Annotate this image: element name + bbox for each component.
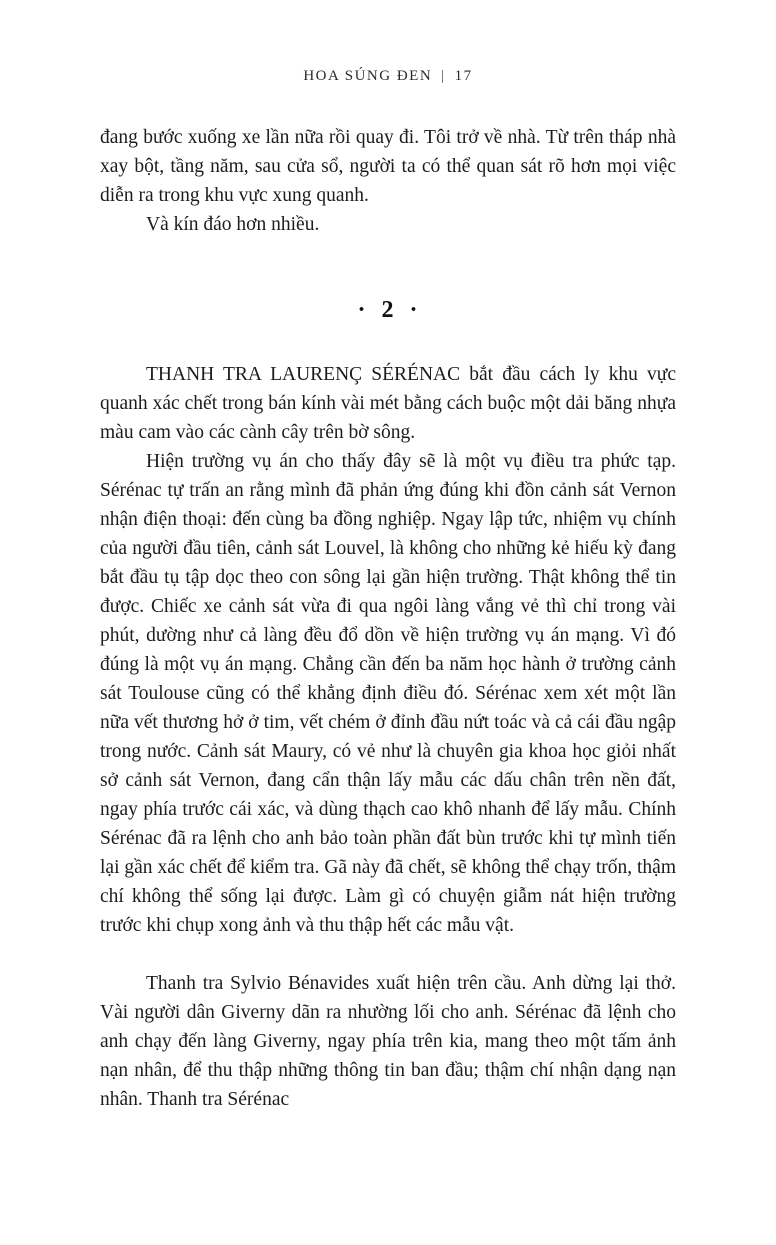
chapter-heading: · 2 · <box>357 297 419 323</box>
paragraph: đang bước xuống xe lần nữa rồi quay đi. Tôi trở về nhà. Từ trên tháp nhà xay bột, tầng năm, sau cửa sổ, người ta có thể quan sát rõ hơn mọi việc diễn ra trong khu vực xung quanh. <box>100 127 676 206</box>
paragraph: THANH TRA LAURENÇ SÉRÉNAC bắt đầu cách ly khu vực quanh xác chết trong bán kính vài mét bằng cách buộc một dải băng nhựa màu cam vào các cành cây trên bờ sông. <box>100 364 676 443</box>
paragraph: Và kín đáo hơn nhiều. <box>146 214 320 235</box>
book-title: HOA SÚNG ĐEN <box>303 68 433 84</box>
body-text <box>100 123 676 1114</box>
paragraph: Thanh tra Sylvio Bénavides xuất hiện trên cầu. Anh dừng lại thở. Vài người dân Giverny dãn ra nhường lối cho anh. Sérénac đã lệnh cho anh chạy đến làng Giverny, ngay phía trên kia, mang theo một tấm ảnh nạn nhân, để thu thập những thông tin ban đầu; thậm chí nhận dạng nạn nhân. Thanh tra Sérénac <box>100 973 676 1110</box>
running-header <box>100 68 676 85</box>
header-divider: | <box>441 68 446 84</box>
page-number: 17 <box>454 68 473 84</box>
paragraph: Hiện trường vụ án cho thấy đây sẽ là một vụ điều tra phức tạp. Sérénac tự trấn an rằng mình đã phản ứng đúng khi đồn cảnh sát Vernon nhận điện thoại: đến cùng ba đồng nghiệp. Ngay lập tức, nhiệm vụ chính của người đầu tiên, cảnh sát Louvel, là không cho những kẻ hiếu kỳ đang bắt đầu tụ tập dọc theo con sông lại gần hiện trường. Thật không thể tin được. Chiếc xe cảnh sát vừa đi qua ngôi làng vắng vẻ thì chỉ trong vài phút, dường như cả làng đều đổ dồn về hiện trường vụ án mạng. Vì đó đúng là một vụ án mạng. Chẳng cần đến ba năm học hành ở trường cảnh sát Toulouse cũng có thể khẳng định điều đó. Sérénac xem xét một lần nữa vết thương hở ở tim, vết chém ở đỉnh đầu nứt toác và cả cái đầu ngập trong nước. Cảnh sát Maury, có vẻ như là chuyên gia khoa học giỏi nhất sở cảnh sát Vernon, đang cẩn thận lấy mẫu các dấu chân trên nền đất, ngay phía trước cái xác, và dùng thạch cao khô nhanh để lấy mẫu. Chính Sérénac đã ra lệnh cho anh bảo toàn phần đất bùn trước khi tự mình tiến lại gần xác chết để kiểm tra. Gã này đã chết, sẽ không thể chạy trốn, thậm chí không thể sống lại được. Làm gì có chuyện giẫm nát hiện trường trước khi chụp xong ảnh và thu thập hết các mẫu vật. <box>100 451 676 936</box>
